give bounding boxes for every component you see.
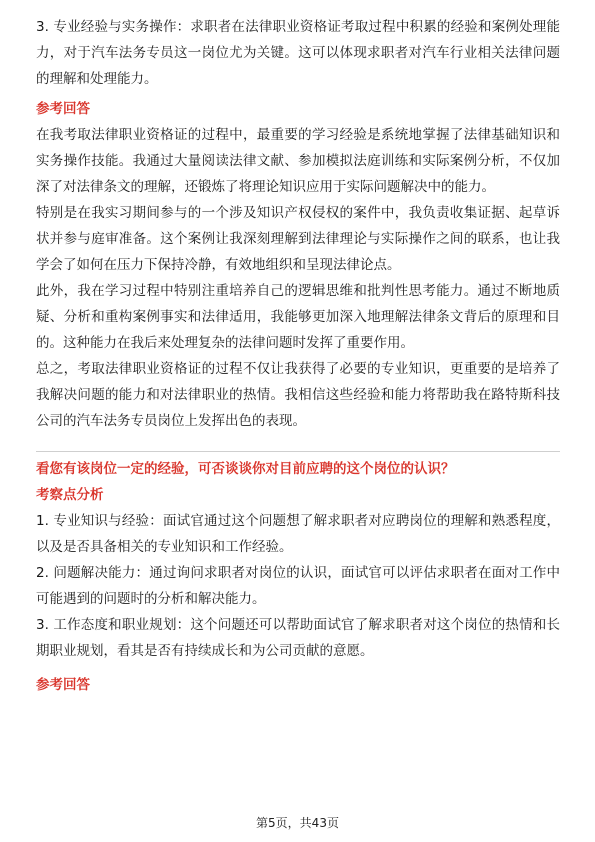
analysis-item-3-prev: 3. 专业经验与实务操作：求职者在法律职业资格证考取过程中积累的经验和案例处理能力，对于汽车法务专员这一岗位尤为关键。这可以体现求职者对汽车行业相关法律问题的理解和处理能力。 xyxy=(36,19,560,87)
answer-paragraph: 特别是在我实习期间参与的一个涉及知识产权侵权的案件中，我负责收集证据、起草诉状并参与庭审准备。这个案例让我深刻理解到法律理论与实际操作之间的联系，也让我学会了如何在压力下保持冷静，有效地组织和呈现法律论点。 xyxy=(36,205,560,273)
reference-answer-heading: 参考回答 xyxy=(36,101,90,117)
section-divider xyxy=(36,451,560,452)
answer-paragraph: 在我考取法律职业资格证的过程中，最重要的学习经验是系统地掌握了法律基础知识和实务操作技能。我通过大量阅读法律文献、参加模拟法庭训练和实际案例分析，不仅加深了对法律条文的理解，还锻炼了将理论知识应用于实际问题解决中的能力。 xyxy=(36,127,560,195)
page-content xyxy=(36,14,560,698)
analysis-item: 3. 工作态度和职业规划：这个问题还可以帮助面试官了解求职者对这个岗位的热情和长期职业规划，看其是否有持续成长和为公司贡献的意愿。 xyxy=(36,617,560,659)
interview-question-title: 看您有该岗位一定的经验，可否谈谈你对目前应聘的这个岗位的认识？ xyxy=(36,461,455,477)
analysis-heading: 考察点分析 xyxy=(36,487,104,503)
answer-paragraph: 此外，我在学习过程中特别注重培养自己的逻辑思维和批判性思考能力。通过不断地质疑、分析和重构案例事实和法律适用，我能够更加深入地理解法律条文背后的原理和目的。这种能力在我后来处理复杂的法律问题时发挥了重要作用。 xyxy=(36,283,560,351)
analysis-item: 1. 专业知识与经验：面试官通过这个问题想了解求职者对应聘岗位的理解和熟悉程度，以及是否具备相关的专业知识和工作经验。 xyxy=(36,513,560,555)
analysis-item: 2. 问题解决能力：通过询问求职者对岗位的认识，面试官可以评估求职者在面对工作中可能遇到的问题时的分析和解决能力。 xyxy=(36,565,560,607)
answer-paragraph: 总之，考取法律职业资格证的过程不仅让我获得了必要的专业知识，更重要的是培养了我解决问题的能力和对法律职业的热情。我相信这些经验和能力将帮助我在路特斯科技公司的汽车法务专员岗位上发挥出色的表现。 xyxy=(36,361,560,429)
reference-answer-heading: 参考回答 xyxy=(36,677,90,693)
page-number-footer: 第5页，共43页 xyxy=(256,816,339,830)
